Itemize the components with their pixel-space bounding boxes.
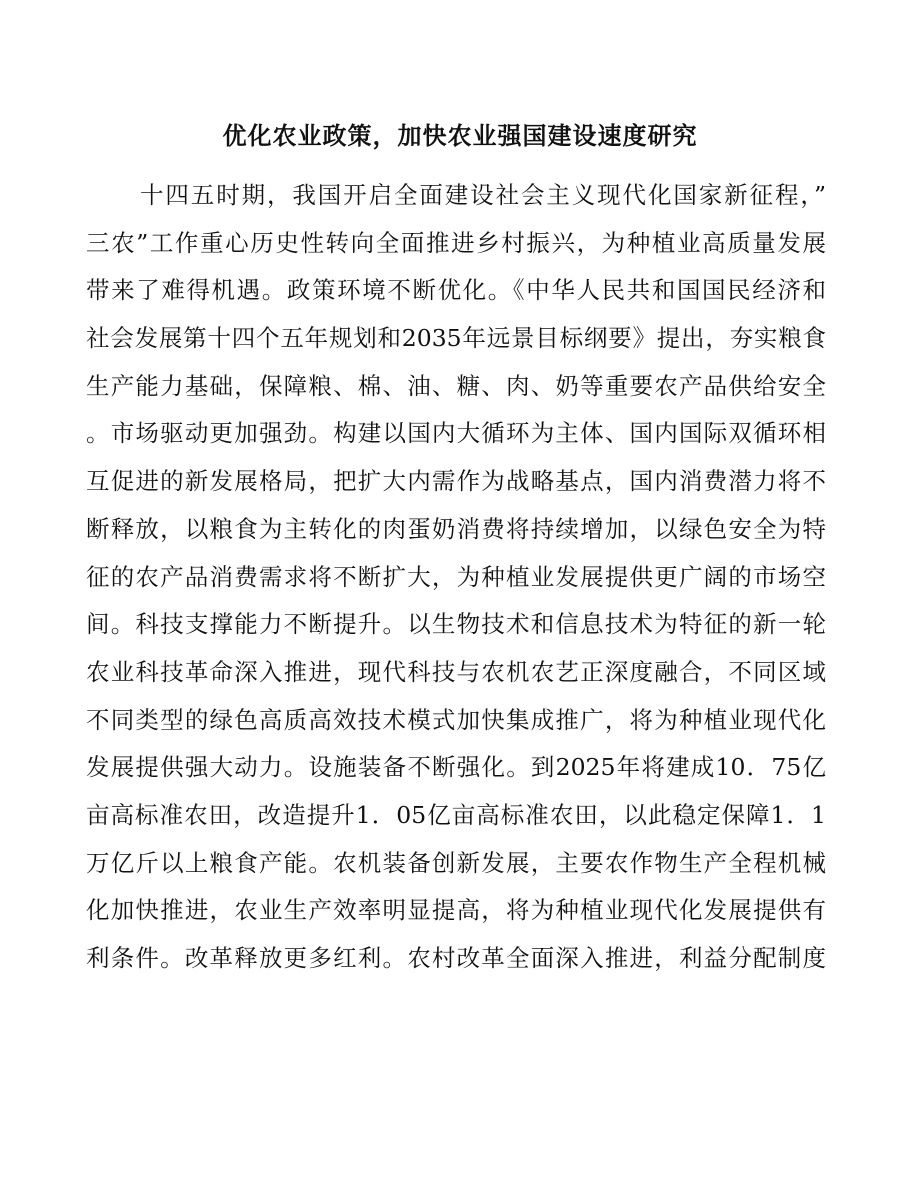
document-title: 优化农业政策，加快农业强国建设速度研究 — [222, 122, 698, 150]
paragraph-line: 利条件。改革释放更多红利。农村改革全面深入推进，利益分配制度 — [86, 944, 826, 972]
paragraph-line: 不同类型的绿色高质高效技术模式加快集成推广，将为种植业现代化 — [86, 705, 826, 734]
paragraph-line: 生产能力基础，保障粮、棉、油、糖、肉、奶等重要农产品供给安全 — [86, 371, 826, 400]
paragraph-line: 十四五时期，我国开启全面建设社会主义现代化国家新征程，” — [140, 181, 826, 209]
paragraph-line: 。市场驱动更加强劲。构建以国内大循环为主体、国内国际双循环相 — [86, 419, 826, 448]
paragraph-line: 亩高标准农田，改造提升1．05亿亩高标准农田，以此稳定保障1．1 — [86, 800, 826, 829]
paragraph-line: 万亿斤以上粮食产能。农机装备创新发展，主要农作物生产全程机械 — [86, 848, 826, 877]
body-paragraph — [86, 172, 826, 983]
paragraph-line: 征的农产品消费需求将不断扩大，为种植业发展提供更广阔的市场空 — [86, 562, 826, 591]
paragraph-line: 三农”工作重心历史性转向全面推进乡村振兴，为种植业高质量发展 — [86, 228, 826, 257]
paragraph-line: 发展提供强大动力。设施装备不断强化。到2025年将建成10．75亿 — [86, 753, 826, 782]
paragraph-line: 断释放，以粮食为主转化的肉蛋奶消费将持续增加，以绿色安全为特 — [86, 514, 826, 543]
paragraph-line: 社会发展第十四个五年规划和2035年远景目标纲要》提出，夯实粮食 — [86, 324, 826, 353]
paragraph-line: 农业科技革命深入推进，现代科技与农机农艺正深度融合，不同区域 — [86, 657, 826, 686]
paragraph-line: 带来了难得机遇。政策环境不断优化。《中华人民共和国国民经济和 — [86, 276, 826, 305]
paragraph-line: 化加快推进，农业生产效率明显提高，将为种植业现代化发展提供有 — [86, 896, 826, 925]
paragraph-line: 间。科技支撑能力不断提升。以生物技术和信息技术为特征的新一轮 — [86, 610, 826, 639]
paragraph-line: 互促进的新发展格局，把扩大内需作为战略基点，国内消费潜力将不 — [86, 467, 826, 496]
